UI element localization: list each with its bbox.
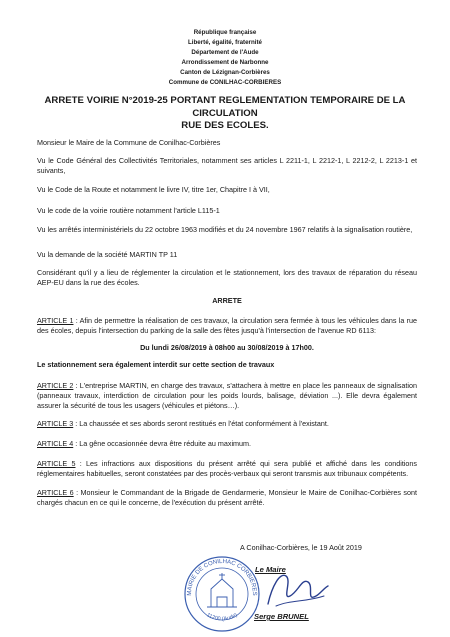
article-3-text: : La chaussée et ses abords seront restitués en l'état conformément à l'existant. bbox=[73, 419, 329, 428]
header-canton: Canton de Lézignan-Corbières bbox=[180, 69, 270, 76]
header-arrondissement: Arrondissement de Narbonne bbox=[181, 59, 269, 66]
signatory-name: Serge BRUNEL bbox=[254, 612, 309, 621]
header-commune: Commune de CONILHAC-CORBIERES bbox=[168, 79, 282, 86]
preamble-vu-arretes: Vu les arrêtés interministériels du 22 octobre 1963 modifiés et du 24 novembre 1967 relatifs à la signalisation routière, bbox=[37, 225, 413, 234]
article-4-label: ARTICLE 4 bbox=[37, 439, 74, 448]
preamble-vu-code-route: Vu le Code de la Route et notamment le livre IV, titre 1er, Chapitre I à VII, bbox=[37, 185, 270, 194]
preamble-considerant: Considérant qu'il y a lieu de réglementer la circulation et le stationnement, lors des travaux de réparation du réseau AEP-EU dans la rue des écoles. bbox=[37, 268, 417, 287]
article-1-label: ARTICLE 1 bbox=[37, 316, 74, 325]
article-1 bbox=[37, 316, 417, 336]
signature-place-date: A Conilhac-Corbières, le 19 Août 2019 bbox=[240, 543, 362, 552]
preamble-vu-voirie: Vu le code de la voirie routière notamment l'article L115-1 bbox=[37, 206, 220, 215]
header-devise: Liberté, égalité, fraternité bbox=[188, 39, 262, 46]
article-6 bbox=[37, 488, 417, 508]
document-title bbox=[30, 95, 420, 133]
arrete-heading: ARRETE bbox=[212, 296, 242, 305]
parking-ban: Le stationnement sera également interdit sur cette section de travaux bbox=[37, 360, 275, 369]
article-3-label: ARTICLE 3 bbox=[37, 419, 74, 428]
article-2-text: : L'entreprise MARTIN, en charge des travaux, s'attachera à mettre en place les panneaux de signalisation (panneaux travaux, interdiction de circulation pour les poids lourds, balisage, déviation ...). Elle devra également assurer la sécurité de tous les usagers (véhicules et piétons…). bbox=[37, 381, 417, 410]
article-6-label: ARTICLE 6 bbox=[37, 488, 74, 497]
stamp-zip: 11200 (Aude) bbox=[205, 612, 239, 623]
signatory-role: Le Maire bbox=[255, 565, 286, 574]
article-5-text: : Les infractions aux dispositions du présent arrêté qui sera publié et affiché dans les conditions réglementaires habituelles, seront constatées par des procès-verbaux qui seront transmis aux tribunaux compétents. bbox=[37, 459, 417, 478]
handwritten-signature bbox=[262, 566, 332, 612]
article-1-text: : Afin de permettre la réalisation de ces travaux, la circulation sera fermée à tous les véhicules dans la rue des écoles, depuis l'intersection du parking de la salle des fêtes jusqu'à l'intersection de l'avenue RD 6113: bbox=[37, 316, 418, 335]
preamble-mayor: Monsieur le Maire de la Commune de Conilhac-Corbières bbox=[37, 138, 221, 147]
article-3 bbox=[37, 419, 417, 429]
article-1-dates: Du lundi 26/08/2019 à 08h00 au 30/08/2019 à 17h00. bbox=[140, 343, 314, 352]
document-header bbox=[100, 28, 350, 88]
article-4-text: : La gêne occasionnée devra être réduite au maximum. bbox=[73, 439, 252, 448]
article-4 bbox=[37, 439, 417, 449]
stamp-emblem bbox=[207, 573, 237, 607]
article-5 bbox=[37, 459, 417, 479]
title-line-2: RUE DES ECOLES. bbox=[181, 120, 269, 131]
stamp-text: MAIRIE DE CONILHAC CORBIERES bbox=[186, 558, 258, 596]
article-6-text: : Monsieur le Commandant de la Brigade de Gendarmerie, Monsieur le Maire de Conilhac-Corbières sont chargés chacun en ce qui le concerne, de l'exécution du présent arrêté. bbox=[37, 488, 417, 507]
article-5-label: ARTICLE 5 bbox=[37, 459, 76, 468]
article-2-label: ARTICLE 2 bbox=[37, 381, 74, 390]
preamble-vu-cgct: Vu le Code Général des Collectivités Territoriales, notamment ses articles L 2211-1, L 2212-1, L 2212-2, L 2213-1 et suivants, bbox=[37, 156, 417, 175]
header-republique: République française bbox=[193, 29, 257, 36]
title-line-1: ARRETE VOIRIE N°2019-25 PORTANT REGLEMENTATION TEMPORAIRE DE LA CIRCULATION bbox=[44, 95, 406, 119]
article-2 bbox=[37, 381, 417, 411]
header-departement: Département de l'Aude bbox=[191, 49, 259, 56]
preamble-vu-demande: Vu la demande de la société MARTIN TP 11 bbox=[37, 250, 178, 259]
mairie-stamp bbox=[183, 555, 261, 633]
